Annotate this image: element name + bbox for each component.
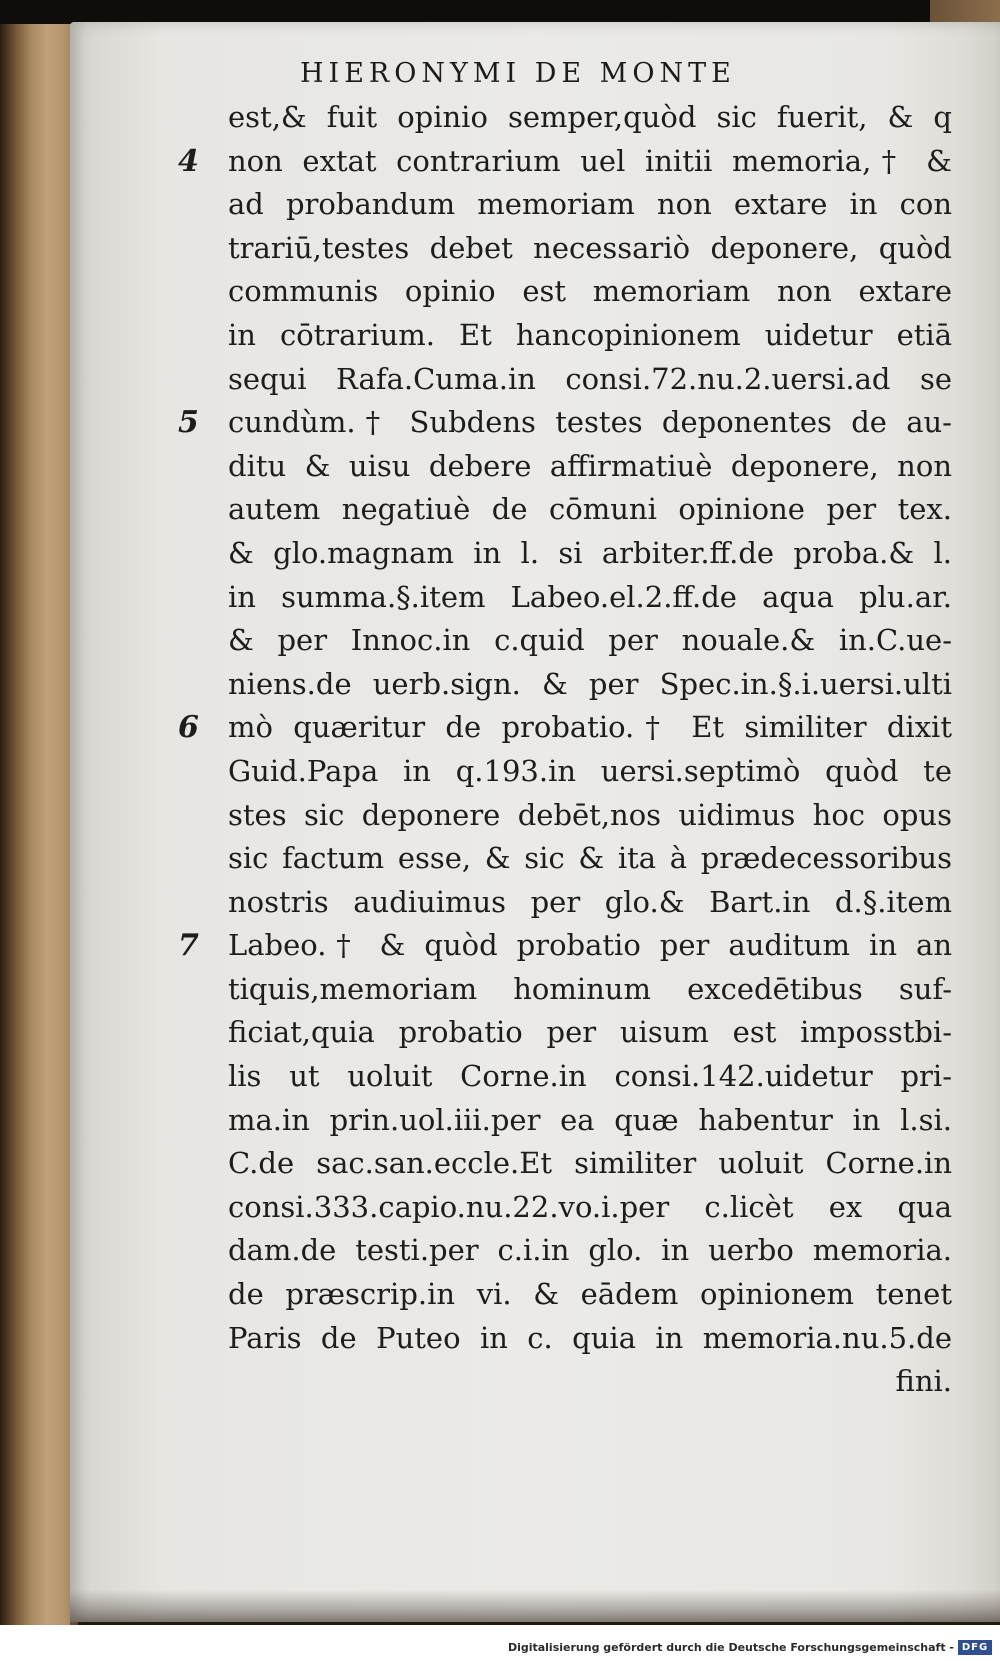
text-line: stes sic deponere debēt,nos uidimus hoc opus [228, 797, 952, 832]
text-line: ficiat,quia probatio per uisum est imposstbi- [228, 1015, 952, 1050]
text-line: fini. [895, 1364, 952, 1399]
text-line: & per Innoc.in c.quid per nouale.& in.C.ue- [228, 623, 952, 658]
text-line: trariū,testes debet necessariò deponere, quòd [228, 230, 952, 265]
text-line: est,& fuit opinio semper,quòd sic fuerit, & q [228, 100, 952, 134]
digitization-credit: Digitalisierung gefördert durch die Deutsche Forschungsgemeinschaft - [507, 1641, 954, 1654]
text-line: mò quæritur de probatio.† Et similiter dixit [228, 710, 952, 745]
text-line: in cōtrarium. Et hancopinionem uidetur etiā [228, 317, 952, 352]
text-line: lis ut uoluit Corne.in consi.142.uidetur pri- [228, 1059, 952, 1094]
margin-number: 5 [178, 405, 199, 441]
book-page-edges [0, 24, 78, 1625]
text-line: in summa.§.item Labeo.el.2.ff.de aqua plu.ar. [228, 579, 952, 614]
text-line: ad probandum memoriam non extare in con [228, 187, 952, 222]
text-line: de præscrip.in vi. & eādem opinionem tenet [228, 1277, 952, 1312]
text-line: nostris audiuimus per glo.& Bart.in d.§.item [228, 884, 952, 919]
text-line: dam.de testi.per c.i.in glo. in uerbo memoria. [228, 1233, 952, 1268]
text-line: C.de sac.san.eccle.Et similiter uoluit Corne.in [228, 1146, 952, 1181]
text-line: Labeo.† & quòd probatio per auditum in an [228, 928, 952, 963]
margin-number: 6 [178, 710, 199, 746]
text-line: ditu & uisu debere affirmatiuè deponere, non [228, 448, 952, 483]
scan-top-border [0, 0, 1000, 24]
text-line: non extat contrarium uel initii memoria,† & [228, 143, 952, 178]
text-line: Paris de Puteo in c. quia in memoria.nu.5.de [228, 1320, 952, 1355]
text-line: consi.333.capio.nu.22.vo.i.per c.licèt ex qua [228, 1189, 952, 1224]
page-bottom-shadow [70, 1590, 1000, 1625]
margin-number: 4 [178, 143, 199, 179]
text-line: niens.de uerb.sign. & per Spec.in.§.i.uersi.ulti [228, 666, 952, 701]
text-line: Guid.Papa in q.193.in uersi.septimò quòd te [228, 753, 952, 788]
text-line: sequi Rafa.Cuma.in consi.72.nu.2.uersi.ad se [228, 361, 952, 396]
text-line: cundùm.† Subdens testes deponentes de au- [228, 405, 952, 440]
running-head: HIERONYMI DE MONTE [300, 58, 736, 89]
text-line: tiquis,memoriam hominum excedētibus suf- [228, 971, 952, 1006]
dfg-logo: DFG [958, 1640, 992, 1655]
body-text [228, 96, 952, 1404]
text-line: & glo.magnam in l. si arbiter.ff.de proba.& l. [228, 535, 952, 570]
text-line: sic factum esse, & sic & ita à prædecessoribus [228, 841, 952, 876]
text-line: autem negatiuè de cōmuni opinione per tex. [228, 492, 952, 527]
text-line: ma.in prin.uol.iii.per ea quæ habentur in l.si. [228, 1102, 952, 1137]
text-line: communis opinio est memoriam non extare [228, 274, 952, 309]
margin-number: 7 [178, 928, 199, 964]
